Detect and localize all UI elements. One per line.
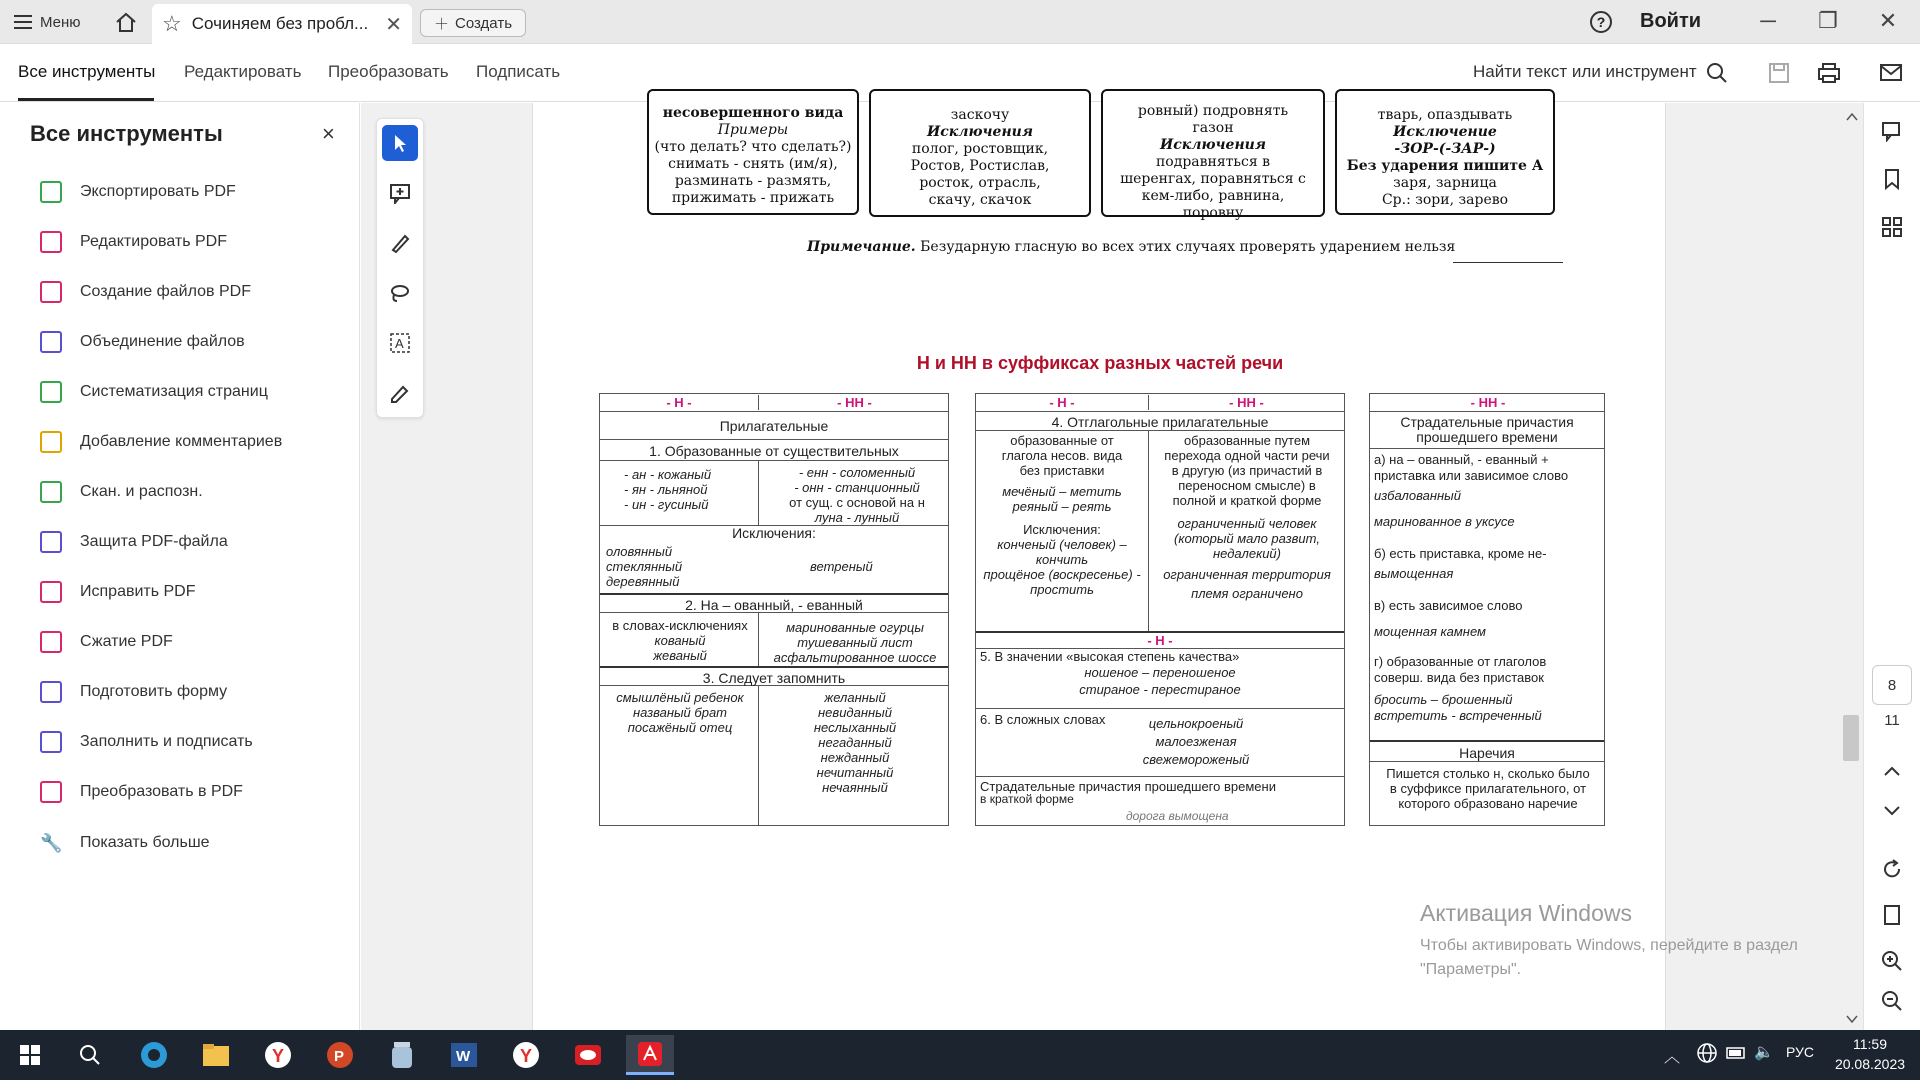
- divider: [758, 461, 759, 525]
- table-title: Прилагательные: [600, 411, 948, 439]
- remember-list-nn: [762, 690, 948, 795]
- tool-organize-pages[interactable]: [40, 372, 268, 412]
- example: жеваный: [653, 648, 707, 663]
- example: реяный – реять: [1012, 499, 1112, 514]
- thumbnails-icon[interactable]: [1878, 213, 1906, 241]
- protect-pdf-icon: [40, 531, 62, 553]
- tools-panel: [0, 103, 360, 1030]
- cursor-icon: [390, 133, 410, 153]
- box-text: росток, отрасль,: [919, 175, 1041, 191]
- text: Пишется столько н, сколько было: [1386, 766, 1590, 781]
- tool-fill-sign[interactable]: [40, 722, 253, 762]
- example: от сущ. с основой на н: [789, 495, 925, 510]
- example: нечаянный: [822, 780, 888, 795]
- text: образованные путем: [1183, 433, 1311, 448]
- example: посажёный отец: [627, 720, 733, 735]
- taskbar-search-icon[interactable]: [66, 1035, 114, 1075]
- example: ветреный: [810, 559, 873, 574]
- convert-to-pdf-icon: [40, 781, 62, 803]
- tool-edit-pdf[interactable]: [40, 222, 227, 262]
- sign-tool[interactable]: [382, 375, 418, 411]
- text: переносном смысле) в: [1178, 478, 1316, 493]
- example: ношеное – переношеное: [1084, 665, 1236, 680]
- rule-box-3: [1101, 89, 1325, 221]
- rule: в) есть зависимое слово: [1374, 598, 1523, 613]
- header-n: - Н -: [1049, 395, 1075, 410]
- box-text: Исключения: [927, 124, 1033, 140]
- lasso-icon: [389, 282, 411, 304]
- text: без приставки: [1019, 463, 1105, 478]
- box-text: шеренгах, поравняться с: [1120, 171, 1306, 187]
- header-nn: - НН -: [758, 395, 950, 410]
- tool-label: Скан. и распозн.: [80, 483, 203, 500]
- scan-ocr-icon: [40, 481, 62, 503]
- text-box-icon: [389, 332, 411, 354]
- table-adjectives: [599, 393, 949, 826]
- tool-redact-pdf[interactable]: [40, 572, 196, 612]
- example: - ан - кожаный: [624, 467, 712, 482]
- show-more-button[interactable]: [40, 823, 210, 863]
- network-icon[interactable]: [1696, 1042, 1718, 1069]
- example: маринованные огурцы: [786, 620, 924, 635]
- battery-icon[interactable]: [1726, 1044, 1748, 1067]
- comment-plus-icon: [389, 182, 411, 204]
- box-text: Ср.: зори, зарево: [1381, 192, 1509, 208]
- tool-convert-to-pdf[interactable]: [40, 772, 243, 812]
- rule: соверш. вида без приставок: [1374, 670, 1544, 685]
- document-tab[interactable]: [152, 4, 412, 44]
- example: простить: [1030, 582, 1094, 597]
- example: деревянный: [606, 574, 680, 589]
- example: - ян - льняной: [624, 482, 708, 497]
- edit-pdf-icon: [40, 231, 62, 253]
- tool-label: Систематизация страниц: [80, 383, 268, 400]
- tool-label: Преобразовать в PDF: [80, 783, 243, 800]
- create-button[interactable]: [420, 9, 526, 37]
- mail-icon[interactable]: [1876, 58, 1906, 88]
- example: - онн - станционный: [794, 480, 920, 495]
- header-nn: - НН -: [1470, 395, 1506, 410]
- table-subtitle: 5. В значении «высокая степень качества»: [976, 648, 1344, 664]
- box-text: кем-либо, равнина,: [1141, 188, 1285, 204]
- star-icon[interactable]: ☆: [162, 11, 182, 36]
- draw-tool[interactable]: [382, 275, 418, 311]
- examples-ovanny: [762, 620, 948, 665]
- example: неслыханный: [813, 720, 897, 735]
- home-button[interactable]: [112, 9, 140, 35]
- table-title: 4. Отглагольные прилагательные: [976, 411, 1344, 431]
- comment-icon: [40, 431, 62, 453]
- tool-label: Показать больше: [80, 834, 210, 851]
- svg-text:W: W: [456, 1048, 471, 1065]
- select-tool[interactable]: [382, 125, 418, 161]
- box-text: заря, зарница: [1393, 175, 1497, 191]
- menu-button[interactable]: [14, 10, 81, 34]
- example: (который мало развит,: [1174, 531, 1320, 546]
- quality-examples: [976, 665, 1344, 697]
- text: образованные от: [1010, 433, 1114, 448]
- word-icon[interactable]: [440, 1035, 488, 1075]
- save-icon[interactable]: [1764, 58, 1794, 88]
- right-sidebar: [1863, 103, 1920, 1030]
- example: - енн - соломенный: [798, 465, 916, 480]
- example: луна - лунный: [814, 510, 900, 525]
- example: маринованное в уксусе: [1374, 514, 1515, 529]
- clock-date: 20.08.2023: [1834, 1056, 1906, 1072]
- tool-label: Экспортировать PDF: [80, 183, 236, 200]
- example: малоезженая: [1155, 734, 1237, 749]
- rule-box-4: [1335, 89, 1555, 215]
- rule: приставка или зависимое слово: [1374, 468, 1569, 483]
- example: свежемороженый: [1142, 752, 1250, 767]
- tool-label: Редактировать PDF: [80, 233, 227, 250]
- minimize-icon[interactable]: ─: [1760, 8, 1776, 33]
- rule: а) на – ованный, - еванный +: [1374, 452, 1549, 467]
- note-bold: Примечание.: [807, 239, 916, 255]
- compound-examples: [1096, 716, 1296, 767]
- example: кованый: [654, 633, 706, 648]
- tab-sign[interactable]: Подписать: [476, 62, 561, 81]
- tab-edit[interactable]: Редактировать: [184, 62, 302, 81]
- header-nn: - НН -: [1148, 395, 1344, 410]
- pen-icon: [389, 232, 411, 254]
- example: вымощенная: [1374, 566, 1454, 581]
- box-text: разминать - размять,: [674, 173, 832, 189]
- red-app-icon[interactable]: [564, 1035, 612, 1075]
- divider: [1453, 262, 1563, 263]
- tool-create-pdf[interactable]: [40, 272, 251, 312]
- svg-text:P: P: [334, 1048, 345, 1065]
- example: асфальтированное шоссе: [773, 650, 937, 665]
- example: встретить - встреченный: [1374, 708, 1542, 723]
- note-line: [807, 239, 1455, 255]
- text: в краткой форме: [980, 792, 1074, 806]
- example: племя ограничено: [1191, 586, 1303, 601]
- remember-list-n: [602, 690, 758, 735]
- yandex-browser-icon[interactable]: [254, 1035, 302, 1075]
- box-text: снимать - снять (им/я),: [668, 156, 838, 172]
- table-subtitle: 3. Следует запомнить: [600, 666, 948, 686]
- create-pdf-icon: [40, 281, 62, 303]
- edge-icon[interactable]: [130, 1035, 178, 1075]
- example: дорога вымощена: [1126, 809, 1229, 823]
- example: ограниченная территория: [1163, 567, 1331, 582]
- tool-label: Подготовить форму: [80, 683, 228, 700]
- box-text: -ЗОР-(-ЗАР-): [1394, 141, 1496, 157]
- example: стираное - перестираное: [1079, 682, 1241, 697]
- table-passive-participles: [1369, 393, 1605, 826]
- rule-box-2: [869, 89, 1091, 217]
- total-pages: 11: [1884, 712, 1900, 729]
- example: названый брат: [632, 705, 728, 720]
- clock-time: 11:59: [1853, 1036, 1887, 1052]
- divider: [758, 613, 759, 666]
- example: желанный: [824, 690, 886, 705]
- text: Исключения:: [1023, 522, 1101, 537]
- verbal-n-list: [978, 433, 1146, 597]
- box-text: ровный) подровнять: [1137, 103, 1289, 119]
- tool-label: Создание файлов PDF: [80, 283, 251, 300]
- quick-tools-column: [376, 118, 424, 418]
- close-window-icon[interactable]: ✕: [1878, 8, 1898, 33]
- create-label: Создать: [455, 14, 513, 32]
- text: в другую (из причастий в: [1171, 463, 1323, 478]
- menu-label: Меню: [40, 13, 81, 31]
- example: кончить: [1035, 552, 1089, 567]
- highlight-tool[interactable]: [382, 225, 418, 261]
- text: в суффиксе прилагательного, от: [1389, 781, 1587, 796]
- rotate-icon[interactable]: [1878, 855, 1906, 883]
- close-tab-icon[interactable]: ✕: [385, 13, 402, 36]
- bookmark-icon[interactable]: [1878, 165, 1906, 193]
- wrench-icon: 🔧: [40, 832, 63, 853]
- box-text: тварь, опаздывать: [1377, 107, 1513, 123]
- example: стеклянный: [606, 559, 683, 574]
- example: нечитанный: [816, 765, 894, 780]
- table-subtitle: Наречия: [1370, 740, 1604, 762]
- text: которого образовано наречие: [1398, 796, 1578, 811]
- divider: [1148, 431, 1149, 631]
- zoom-in-icon[interactable]: [1878, 947, 1906, 975]
- tool-scan-ocr[interactable]: [40, 472, 203, 512]
- header-n: - Н -: [666, 395, 692, 410]
- tray-chevron-icon[interactable]: ︿: [1664, 1049, 1681, 1066]
- suffix-list-n: [624, 467, 711, 512]
- box-text: полог, ростовщик,: [911, 141, 1049, 157]
- example: - ин - гусиный: [624, 497, 709, 512]
- adverb-rule: [1374, 766, 1602, 811]
- box-text: Ростов, Ростислав,: [910, 158, 1050, 174]
- page-down-icon[interactable]: [1878, 797, 1906, 825]
- text: глагола несов. вида: [1001, 448, 1123, 463]
- home-icon: [112, 9, 140, 35]
- svg-text:Y: Y: [272, 1046, 285, 1066]
- activation-watermark-title: Активация Windows: [1420, 900, 1632, 926]
- box-text: скачу, скачок: [928, 192, 1032, 208]
- combine-files-icon: [40, 331, 62, 353]
- example: оловянный: [606, 544, 673, 559]
- example: в словах-исключениях: [612, 618, 748, 633]
- rule: б) есть приставка, кроме не-: [1374, 546, 1547, 561]
- tool-comment[interactable]: [40, 422, 282, 462]
- box-text: несовершенного вида: [662, 105, 844, 121]
- example: смышлёный ребенок: [616, 690, 744, 705]
- comments-icon[interactable]: [1878, 117, 1906, 145]
- box-text: поровну: [1182, 205, 1244, 221]
- tool-combine-files[interactable]: [40, 322, 245, 362]
- verbal-nn-list: [1151, 433, 1343, 601]
- vertical-scrollbar[interactable]: [1843, 108, 1861, 1028]
- tool-label: Защита PDF-файла: [80, 533, 228, 550]
- prepare-form-icon: [40, 681, 62, 703]
- suffix-list-nn: [768, 465, 946, 525]
- jar-app-icon[interactable]: [378, 1035, 426, 1075]
- signature-icon: [389, 382, 411, 404]
- start-icon[interactable]: [6, 1035, 54, 1075]
- find-tool-label[interactable]: Найти текст или инструмент: [1473, 62, 1697, 81]
- example: бросить – брошенный: [1374, 692, 1513, 707]
- file-explorer-icon[interactable]: [192, 1035, 240, 1075]
- tool-protect-pdf[interactable]: [40, 522, 228, 562]
- rule-box-1: [647, 89, 859, 215]
- fit-page-icon[interactable]: [1878, 901, 1906, 929]
- box-text: Примеры: [717, 122, 789, 138]
- table-subtitle: 1. Образованные от существительных: [600, 439, 948, 461]
- powerpoint-icon[interactable]: [316, 1035, 364, 1075]
- print-icon[interactable]: [1814, 58, 1844, 88]
- tool-label: Сжатие PDF: [80, 633, 173, 650]
- title-bar: [0, 0, 1920, 44]
- box-text: газон: [1192, 120, 1234, 136]
- fill-sign-icon: [40, 731, 62, 753]
- example: негаданный: [818, 735, 892, 750]
- example: недалекий): [1213, 546, 1281, 561]
- volume-icon[interactable]: 🔈: [1754, 1044, 1774, 1061]
- tool-label: Добавление комментариев: [80, 433, 283, 450]
- section-title: Н и НН в суффиксах разных частей речи: [916, 353, 1284, 373]
- exceptions-list: [606, 544, 682, 589]
- example: мощенная камнем: [1374, 624, 1486, 639]
- divider: [758, 686, 759, 826]
- yandex-icon[interactable]: [502, 1035, 550, 1075]
- example: нежданный: [820, 750, 890, 765]
- exceptions-title: Исключения:: [600, 525, 948, 541]
- example: прощёное (воскресенье) -: [983, 567, 1141, 582]
- hamburger-icon: [14, 15, 32, 29]
- svg-text:A: A: [395, 336, 404, 351]
- export-pdf-icon: [40, 181, 62, 203]
- example: цельнокроеный: [1148, 716, 1244, 731]
- windows-taskbar: [0, 1030, 1920, 1080]
- tab-title: Сочиняем без пробл...: [191, 14, 369, 33]
- add-comment-tool[interactable]: [382, 175, 418, 211]
- box-text: Исключения: [1160, 137, 1266, 153]
- zoom-out-icon[interactable]: [1878, 987, 1906, 1015]
- tool-label: Заполнить и подписать: [80, 733, 253, 750]
- tool-prepare-form[interactable]: [40, 672, 227, 712]
- help-icon[interactable]: ?: [1590, 11, 1612, 33]
- tool-compress-pdf[interactable]: [40, 622, 173, 662]
- acrobat-taskbar-icon[interactable]: [626, 1035, 674, 1075]
- active-tab-underline: [18, 98, 154, 101]
- signin-button[interactable]: Войти: [1640, 10, 1702, 32]
- activation-watermark-text: Чтобы активировать Windows, перейдите в раздел "Параметры".: [1420, 937, 1798, 978]
- tool-export-pdf[interactable]: [40, 172, 236, 212]
- tool-label: Исправить PDF: [80, 583, 196, 600]
- example: тушеванный лист: [797, 635, 913, 650]
- page-up-icon[interactable]: [1878, 757, 1906, 785]
- pdf-page: [532, 103, 1666, 1030]
- table-verbal-adjectives: [975, 393, 1345, 826]
- participle-rules: [1374, 452, 1602, 724]
- close-panel-icon[interactable]: ×: [322, 121, 335, 146]
- rule: г) образованные от глаголов: [1374, 654, 1547, 669]
- scrollbar-thumb[interactable]: [1843, 715, 1859, 761]
- tab-all-tools[interactable]: Все инструменты: [18, 62, 156, 81]
- header-n: - Н -: [976, 631, 1344, 648]
- clock[interactable]: [1826, 1034, 1914, 1074]
- example: ограниченный человек: [1177, 516, 1317, 531]
- compress-pdf-icon: [40, 631, 62, 653]
- tools-panel-title: Все инструменты: [30, 121, 223, 146]
- table-subtitle: 2. На – ованный, - еванный: [600, 593, 948, 613]
- text: перехода одной части речи: [1164, 448, 1330, 463]
- example: конченый (человек) –: [997, 537, 1127, 552]
- box-text: подравняться в: [1155, 154, 1271, 170]
- box-text: заскочу: [950, 107, 1010, 123]
- restore-icon[interactable]: ❐: [1818, 8, 1838, 33]
- table-subtitle: 6. В сложных словах: [976, 708, 1344, 727]
- language-indicator[interactable]: РУС: [1786, 1044, 1815, 1060]
- example: избалованный: [1374, 488, 1461, 503]
- note-text: Безударную гласную во всех этих случаях проверять ударением нельзя: [920, 239, 1456, 255]
- plus-icon: ＋: [433, 15, 449, 33]
- organize-pages-icon: [40, 381, 62, 403]
- exceptions-ovanny: [602, 618, 758, 663]
- current-page-input[interactable]: 8: [1872, 665, 1912, 705]
- box-text: прижимать - прижать: [671, 190, 835, 206]
- text-tool[interactable]: [382, 325, 418, 361]
- box-text: Исключение: [1393, 124, 1497, 140]
- table-subtitle: Страдательные причастия прошедшего времени: [976, 776, 1344, 794]
- text: полной и краткой форме: [1172, 493, 1322, 508]
- svg-text:Y: Y: [520, 1046, 533, 1066]
- tool-label: Объединение файлов: [80, 333, 245, 350]
- example: мечёный – метить: [1002, 484, 1122, 499]
- redact-pdf-icon: [40, 581, 62, 603]
- tab-convert[interactable]: Преобразовать: [328, 62, 449, 81]
- box-text: Без ударения пишите А: [1346, 158, 1544, 174]
- table-title: Страдательные причастия прошедшего времени: [1370, 411, 1604, 449]
- search-icon[interactable]: [1702, 58, 1732, 88]
- box-text: (что делать? что сделать?): [654, 139, 852, 155]
- example: невиданный: [818, 705, 892, 720]
